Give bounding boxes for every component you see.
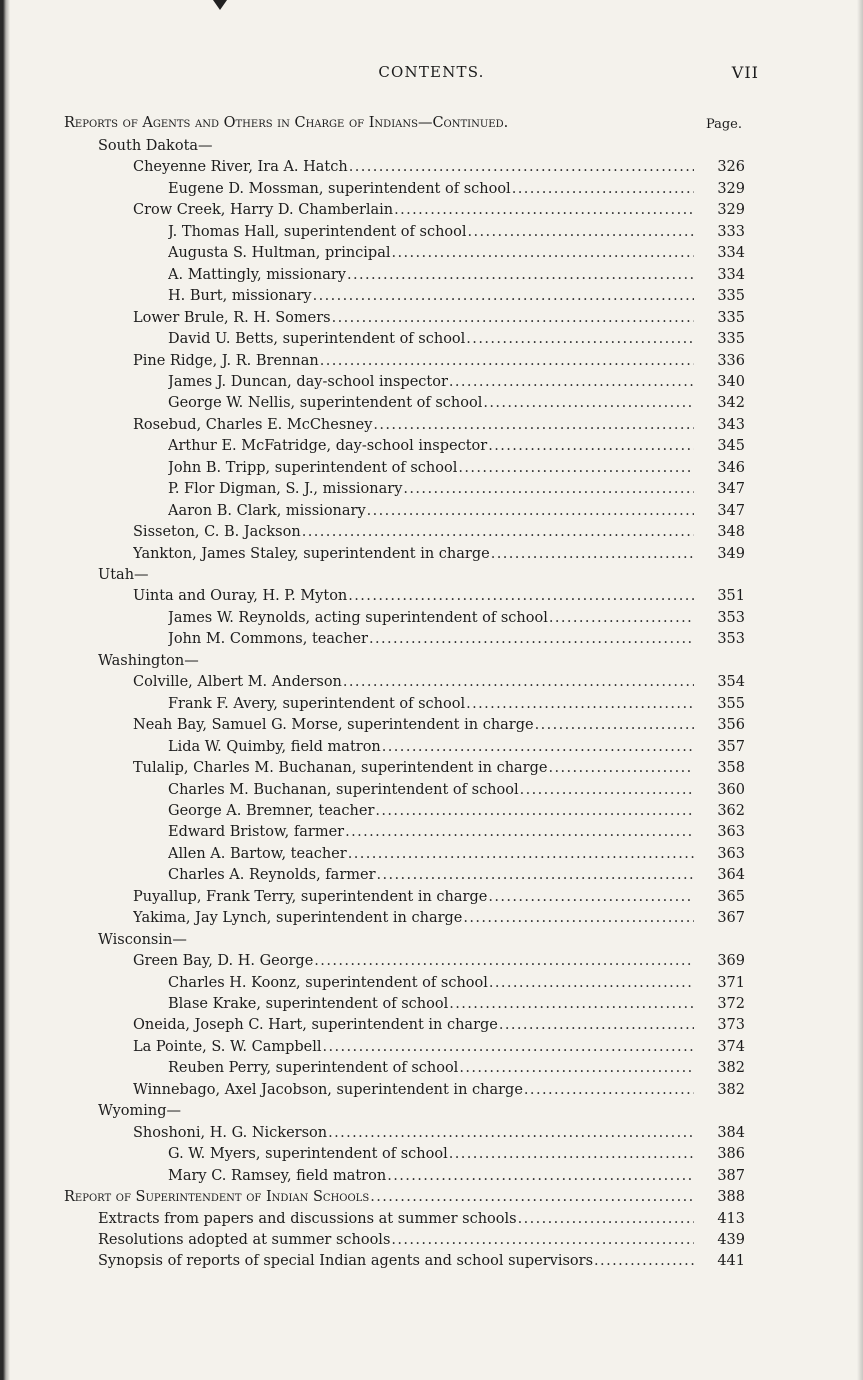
toc-entry-label: Augusta S. Hultman, principal	[168, 245, 391, 262]
dot-leader	[381, 737, 694, 758]
toc-entry	[0, 694, 863, 715]
toc-entry-label: Extracts from papers and discussions at summer schools	[98, 1210, 517, 1227]
toc-entry-text	[168, 822, 694, 843]
toc-entry-text	[168, 994, 694, 1015]
toc-entry-label: Oneida, Joseph C. Hart, superintendent in charge	[133, 1017, 498, 1034]
toc-entry-text	[98, 1251, 694, 1272]
dot-leader	[347, 844, 694, 865]
dot-leader	[342, 672, 694, 693]
toc-page-number: 335	[717, 331, 745, 348]
dot-leader	[548, 608, 694, 629]
toc-page-number: 326	[717, 159, 745, 176]
toc-entry-text	[133, 415, 694, 436]
dot-leader	[519, 780, 694, 801]
toc-entry-label: Charles A. Reynolds, farmer	[168, 867, 376, 884]
dot-leader	[593, 1251, 694, 1272]
toc-page-number: 342	[717, 395, 745, 412]
toc-entry-label: Yakima, Jay Lynch, superintendent in charge	[133, 910, 463, 927]
toc-entry-text	[133, 758, 694, 779]
toc-entry-text	[98, 930, 694, 951]
toc-entry-text	[168, 737, 694, 758]
dot-leader	[322, 1037, 694, 1058]
toc-entry-text	[133, 1015, 694, 1036]
toc-page-number: 351	[717, 588, 745, 605]
dot-leader	[534, 715, 694, 736]
toc-entry	[0, 393, 863, 414]
toc-page-number: 340	[717, 373, 745, 390]
toc-entry	[0, 157, 863, 178]
toc-entry-label: Eugene D. Mossman, superintendent of school	[168, 180, 511, 197]
dot-leader	[346, 265, 694, 286]
toc-entry-text	[168, 501, 694, 522]
toc-entry-label: G. W. Myers, superintendent of school	[168, 1146, 448, 1163]
toc-page-number: 374	[717, 1038, 745, 1055]
toc-entry	[0, 286, 863, 307]
toc-page-number: 357	[717, 738, 745, 755]
toc-entry-text	[133, 157, 694, 178]
toc-entry-text	[168, 458, 694, 479]
toc-entry-label: John B. Tripp, superintendent of school	[168, 459, 458, 476]
toc-entry	[0, 1015, 863, 1036]
toc-entry-text	[168, 608, 694, 629]
toc-entry-label: Aaron B. Clark, missionary	[168, 502, 366, 519]
toc-page-number: 346	[717, 459, 745, 476]
toc-entry	[0, 737, 863, 758]
toc-page-number: 355	[717, 695, 745, 712]
toc-entry-label: South Dakota—	[98, 138, 213, 154]
toc-page-number: 387	[717, 1167, 745, 1184]
toc-entry	[0, 372, 863, 393]
toc-entry-text	[133, 715, 694, 736]
scan-mark	[213, 0, 227, 10]
toc-page-number: 358	[717, 760, 745, 777]
toc-entry-text	[133, 672, 694, 693]
toc-entry-text	[133, 1080, 694, 1101]
toc-page-number: 353	[717, 609, 745, 626]
dot-leader	[517, 1209, 694, 1230]
page-column-header: Page.	[705, 117, 742, 132]
toc-page-number: 382	[717, 1060, 745, 1077]
toc-entry-label: Pine Ridge, J. R. Brennan	[133, 352, 319, 369]
dot-leader	[327, 1123, 694, 1144]
toc-entry-text	[98, 1209, 694, 1230]
toc-entry-text	[133, 200, 694, 221]
toc-entry-label: Edward Bristow, farmer	[168, 824, 345, 841]
dot-leader	[457, 458, 694, 479]
toc-entry	[0, 908, 863, 929]
toc-entry-label: Utah—	[98, 567, 149, 583]
toc-entry	[0, 308, 863, 329]
toc-entry-label: George W. Nellis, superintendent of school	[168, 395, 483, 412]
toc-entry-text	[168, 479, 694, 500]
toc-page-number: 441	[717, 1253, 745, 1270]
toc-entry-label: La Pointe, S. W. Campbell	[133, 1038, 322, 1055]
toc-entry	[0, 243, 863, 264]
toc-entry-label: Neah Bay, Samuel G. Morse, superintendent in charge	[133, 717, 534, 734]
toc-entry	[0, 994, 863, 1015]
toc-entry-text	[168, 243, 694, 264]
toc-page-number: 354	[717, 674, 745, 691]
toc-entry-text	[168, 780, 694, 801]
toc-entry-text	[168, 436, 694, 457]
toc-entry-label: John M. Commons, teacher	[168, 631, 368, 648]
toc-entry	[0, 1144, 863, 1165]
toc-entry	[0, 758, 863, 779]
dot-leader	[467, 222, 694, 243]
toc-entry-label: Lida W. Quimby, field matron	[168, 738, 381, 755]
toc-entry	[0, 865, 863, 886]
page-number: VII	[731, 63, 759, 82]
dot-leader	[523, 1080, 694, 1101]
toc-page-number: 382	[717, 1081, 745, 1098]
dot-leader	[376, 865, 694, 886]
toc-entry-label: J. Thomas Hall, superintendent of school	[168, 223, 467, 240]
toc-entry-text	[133, 887, 694, 908]
toc-page-number: 371	[717, 974, 745, 991]
toc-entry-text	[168, 844, 694, 865]
dot-leader	[487, 887, 694, 908]
toc-page-number: 329	[717, 202, 745, 219]
toc-entry	[0, 951, 863, 972]
toc-entry-label: Report of Superintendent of Indian Schools	[64, 1189, 370, 1206]
toc-entry-text	[168, 801, 694, 822]
toc-section-heading	[0, 651, 863, 672]
dot-leader	[498, 1015, 694, 1036]
toc-page-number: 367	[717, 910, 745, 927]
toc-entry	[0, 265, 863, 286]
toc-entry-text	[168, 265, 694, 286]
dot-leader	[368, 629, 694, 650]
toc-entry-text	[168, 329, 694, 350]
toc-page-number: 347	[717, 502, 745, 519]
toc-entry	[0, 887, 863, 908]
dot-leader	[487, 436, 694, 457]
toc-entry	[0, 844, 863, 865]
toc-entry	[0, 1123, 863, 1144]
dot-leader	[458, 1058, 694, 1079]
toc-entry-text	[133, 1037, 694, 1058]
toc-entry-label: Tulalip, Charles M. Buchanan, superintendent in charge	[133, 760, 548, 777]
toc-entry-text	[133, 1123, 694, 1144]
toc-page-number: 353	[717, 631, 745, 648]
dot-leader	[374, 801, 694, 822]
toc-entry	[0, 715, 863, 736]
toc-entry	[0, 415, 863, 436]
toc-entry	[0, 351, 863, 372]
toc-page-number: 349	[717, 545, 745, 562]
dot-leader	[390, 1230, 694, 1251]
toc-entry-label: George A. Bremner, teacher	[168, 802, 375, 819]
toc-entry-text	[168, 865, 694, 886]
toc-entry-text	[168, 372, 694, 393]
toc-entry-label: Colville, Albert M. Anderson	[133, 674, 342, 691]
toc-entry-text	[168, 179, 694, 200]
toc-entry-label: Synopsis of reports of special Indian agents and school supervisors	[98, 1253, 594, 1270]
dot-leader	[448, 372, 694, 393]
toc-entry	[0, 329, 863, 350]
toc-section-heading	[0, 565, 863, 586]
toc-entry-label: A. Mattingly, missionary	[168, 266, 346, 283]
toc-page-number: 362	[717, 802, 745, 819]
dot-leader	[393, 200, 694, 221]
toc-page-number: 388	[717, 1189, 745, 1206]
toc-entry	[0, 222, 863, 243]
toc-entry	[0, 1209, 863, 1230]
toc-entry	[0, 780, 863, 801]
toc-page-number: 336	[717, 352, 745, 369]
toc-entry-text	[168, 393, 694, 414]
toc-entry-text	[133, 544, 694, 565]
dot-leader	[448, 994, 694, 1015]
toc-entry-text	[133, 308, 694, 329]
toc-entry-label: Rosebud, Charles E. McChesney	[133, 416, 373, 433]
toc-entry-text	[98, 565, 694, 586]
toc-entry	[0, 1058, 863, 1079]
dot-leader	[465, 694, 694, 715]
toc-page-number: 334	[717, 245, 745, 262]
toc-entry-text	[168, 629, 694, 650]
toc-entry	[0, 608, 863, 629]
dot-leader	[402, 479, 694, 500]
toc-page-number: 348	[717, 524, 745, 541]
dot-leader	[313, 951, 694, 972]
toc-page-number: 386	[717, 1146, 745, 1163]
toc-entry-text	[168, 222, 694, 243]
toc-entry	[0, 436, 863, 457]
dot-leader	[372, 415, 694, 436]
toc-entry-label: Charles M. Buchanan, superintendent of school	[168, 781, 519, 798]
toc-entry-text	[168, 973, 694, 994]
toc-entry	[0, 1080, 863, 1101]
toc-entry	[0, 672, 863, 693]
dot-leader	[366, 501, 694, 522]
toc-entry-label: Wisconsin—	[98, 931, 187, 948]
toc-entry-label: Resolutions adopted at summer schools	[98, 1231, 391, 1248]
toc-entry-label: Crow Creek, Harry D. Chamberlain	[133, 202, 394, 219]
dot-leader	[344, 822, 694, 843]
dot-leader	[369, 1187, 694, 1208]
toc-entry	[0, 629, 863, 650]
dot-leader	[462, 908, 694, 929]
toc-entry-text	[98, 1101, 694, 1122]
toc-entry	[0, 200, 863, 221]
toc-page-number: 372	[717, 996, 745, 1012]
toc-entry-label: Cheyenne River, Ira A. Hatch	[133, 159, 348, 176]
toc-entry	[0, 586, 863, 607]
toc-entry	[0, 479, 863, 500]
toc-page-number: 373	[717, 1017, 745, 1034]
toc-section-heading	[0, 136, 863, 157]
toc-page-number: 363	[717, 845, 745, 862]
toc-entry-text	[64, 1187, 694, 1208]
toc-entry-label: Charles H. Koonz, superintendent of school	[168, 974, 488, 991]
toc-page-number: 335	[717, 288, 745, 305]
toc-entry	[0, 1166, 863, 1187]
toc-page-number: 360	[717, 781, 745, 798]
toc-page-number: 365	[717, 888, 745, 905]
toc-entry-text	[133, 522, 694, 543]
toc-entry-label: James W. Reynolds, acting superintendent of school	[168, 609, 548, 626]
toc-entry-label: Green Bay, D. H. George	[133, 953, 314, 970]
toc-section-heading	[0, 1101, 863, 1122]
toc-entry-text	[133, 908, 694, 929]
dot-leader	[488, 973, 694, 994]
section-heading: Reports of Agents and Others in Charge of Indians—Continued.	[64, 115, 509, 131]
toc-page-number: 364	[717, 867, 745, 884]
dot-leader	[511, 179, 694, 200]
toc-entry-label: H. Burt, missionary	[168, 288, 312, 305]
toc-entry	[0, 501, 863, 522]
toc-entry-text	[133, 351, 694, 372]
toc-entry	[0, 1251, 863, 1272]
toc-entry-label: Arthur E. McFatridge, day-school inspector	[168, 438, 488, 455]
dot-leader	[448, 1144, 694, 1165]
toc-page-number: 439	[717, 1231, 745, 1248]
toc-entry-label: David U. Betts, superintendent of school	[168, 331, 466, 348]
toc-page-number: 343	[717, 416, 745, 433]
toc-page-number: 345	[717, 438, 745, 455]
toc-entry	[0, 801, 863, 822]
toc-entry-text	[168, 1058, 694, 1079]
toc-entry	[0, 179, 863, 200]
toc-page-number: 369	[717, 953, 745, 970]
toc-page-number: 384	[717, 1124, 745, 1141]
toc-entry-label: Lower Brule, R. H. Somers	[133, 309, 331, 326]
toc-entry	[0, 1230, 863, 1251]
toc-page-number: 413	[717, 1210, 745, 1227]
dot-leader	[386, 1166, 694, 1187]
toc-entry	[0, 973, 863, 994]
toc-entry-label: Reuben Perry, superintendent of school	[168, 1060, 459, 1077]
toc-entry	[0, 1187, 863, 1208]
dot-leader	[465, 329, 694, 350]
toc-page-number: 335	[717, 309, 745, 326]
page-title: CONTENTS.	[378, 63, 485, 81]
toc-page-number: 363	[717, 824, 745, 841]
dot-leader	[347, 586, 694, 607]
toc-entry-text	[168, 286, 694, 307]
dot-leader	[301, 522, 694, 543]
toc-entry-label: Sisseton, C. B. Jackson	[133, 524, 301, 541]
toc-entry	[0, 458, 863, 479]
toc-entry-text	[168, 1166, 694, 1187]
dot-leader	[391, 243, 695, 264]
toc-entry-text	[98, 1230, 694, 1251]
toc-page-number: 356	[717, 717, 745, 734]
toc-entry-label: Mary C. Ramsey, field matron	[168, 1167, 387, 1184]
toc-entry-text	[168, 1144, 694, 1165]
toc-entry-label: Blase Krake, superintendent of school	[168, 996, 449, 1012]
toc-entry	[0, 822, 863, 843]
toc-section-heading	[0, 930, 863, 951]
toc-entry-label: Wyoming—	[98, 1103, 182, 1120]
toc-entry-label: Frank F. Avery, superintendent of school	[168, 695, 466, 712]
dot-leader	[331, 308, 694, 329]
dot-leader	[547, 758, 694, 779]
toc-entry	[0, 1037, 863, 1058]
toc-entry-label: Yankton, James Staley, superintendent in charge	[133, 545, 490, 562]
dot-leader	[482, 393, 694, 414]
toc-entry-label: Washington—	[98, 652, 199, 669]
toc-entry-label: Shoshoni, H. G. Nickerson	[133, 1124, 328, 1141]
toc-entry-label: Allen A. Bartow, teacher	[168, 845, 347, 862]
toc-entry	[0, 522, 863, 543]
dot-leader	[319, 351, 694, 372]
toc-entry-label: Winnebago, Axel Jacobson, superintendent in charge	[133, 1081, 523, 1098]
toc-entry-text	[168, 694, 694, 715]
toc-entry-text	[133, 586, 694, 607]
dot-leader	[312, 286, 694, 307]
toc-entry	[0, 544, 863, 565]
toc-page-number: 334	[717, 266, 745, 283]
toc-entry-label: James J. Duncan, day-school inspector	[168, 373, 448, 390]
toc-entry-label: Uinta and Ouray, H. P. Myton	[133, 588, 348, 605]
toc-entry-text	[98, 136, 694, 157]
dot-leader	[490, 544, 694, 565]
dot-leader	[348, 157, 694, 178]
toc-entry-label: P. Flor Digman, S. J., missionary	[168, 481, 403, 498]
toc-page-number: 347	[717, 481, 745, 498]
toc-page-number: 333	[717, 223, 745, 240]
toc-entry-label: Puyallup, Frank Terry, superintendent in charge	[133, 888, 488, 905]
toc-entry-text	[98, 651, 694, 672]
toc-entry-text	[133, 951, 694, 972]
toc-page-number: 329	[717, 180, 745, 197]
